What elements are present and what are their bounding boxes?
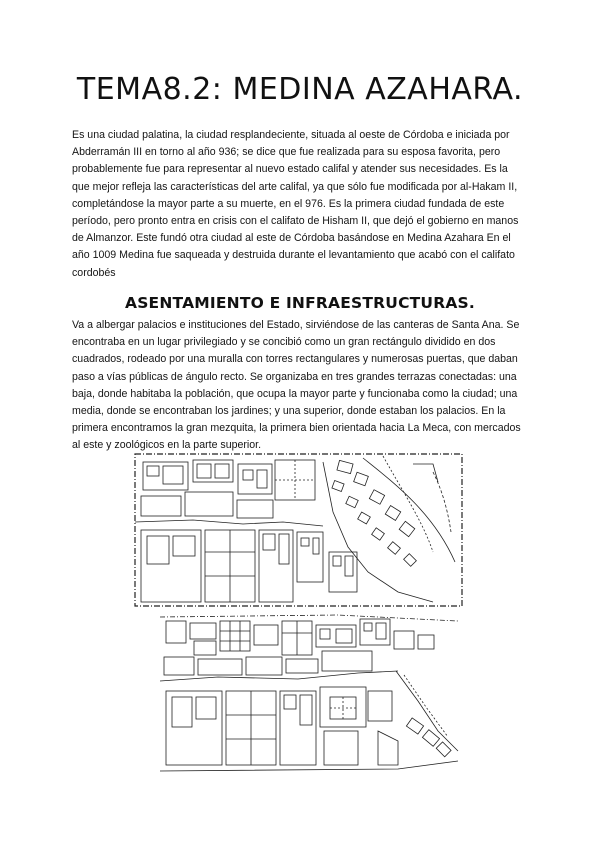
site-plan-lower [158, 611, 465, 772]
site-plan-lower-drawing [158, 611, 465, 772]
page-title: TEMA8.2: MEDINA AZAHARA. [76, 72, 524, 107]
intro-paragraph: Es una ciudad palatina, la ciudad resplandeciente, situada al oeste de Córdoba e iniciada por Abderramán III en torno al año 936; se dice que fue realizada para su esposa favorita, pero probablemente fue para representar al nuevo estado califal y atender sus necesidades. Es la que mejor refleja las características del arte califal, ya que sólo fue modificada por al-Hakam II, completándose la mayor parte a su muerte, en el 976. Es la primera ciudad fundada de este período, pero pronto entra en crisis con el califato de Hisham II, que dejó el gobierno en manos de Almanzor. Este fundó otra ciudad al este de Córdoba basándose en Medina Azahara En el año 1009 Medina fue saqueada y destruida durante el levantamiento que acabó con el califato cordobés [72, 129, 519, 279]
section-paragraph: Va a albergar palacios e instituciones del Estado, sirviéndose de las canteras de Santa Ana. Se encontraba en un lugar privilegiado y se concibió como un gran rectángulo dividido en dos cuadrados, rodeado por una muralla con torres rectangulares y numerosas puertas, que daban paso a vías públicas de ángulo recto. Se organizaba en tres grandes terrazas conectadas: una baja, donde habitaba la población, que ocupa la mayor parte y funcionaba como la ciudad; una media, donde se encontraban los jardines; y una superior, donde estaban los palacios. En la primera encontramos la gran mezquita, la primera bien orientada hacia La Meca, con mercados al este y zoológicos en la parte superior. [72, 319, 521, 452]
section-heading: ASENTAMIENTO E INFRAESTRUCTURAS. [125, 294, 475, 312]
site-plan-upper-drawing [133, 452, 464, 608]
site-plan-upper [133, 452, 464, 608]
